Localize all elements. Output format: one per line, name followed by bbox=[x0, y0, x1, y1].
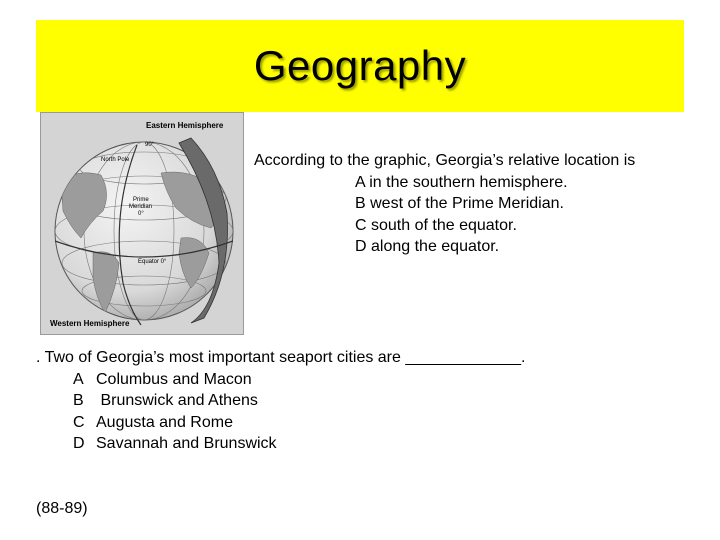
western-hemisphere-label: Western Hemisphere bbox=[50, 319, 130, 328]
option-text: Brunswick and Athens bbox=[96, 392, 258, 409]
prime-meridian-label-line1: Prime bbox=[133, 197, 149, 203]
globe-illustration bbox=[41, 113, 243, 334]
prime-meridian-label-line3: 0° bbox=[138, 211, 144, 217]
question-2-option-a bbox=[36, 369, 696, 391]
question-1-option-d: D along the equator. bbox=[355, 238, 500, 255]
slide-title: Geography bbox=[253, 42, 467, 89]
question-1-option-a: A in the southern hemisphere. bbox=[355, 173, 568, 191]
question-2 bbox=[36, 347, 696, 455]
option-text: Columbus and Macon bbox=[96, 370, 252, 388]
question-1 bbox=[254, 150, 694, 258]
eastern-hemisphere-label: Eastern Hemisphere bbox=[146, 121, 224, 130]
question-1-prompt: According to the graphic, Georgia’s relative location is bbox=[254, 152, 636, 169]
equator-label: Equator 0° bbox=[138, 259, 167, 265]
north-pole-label: North Pole bbox=[101, 157, 130, 163]
question-2-option-c bbox=[36, 412, 696, 434]
hemisphere-globe-figure bbox=[40, 112, 244, 335]
option-text: Augusta and Rome bbox=[96, 413, 233, 431]
question-2-prompt: . Two of Georgia’s most important seaport cities are _____________. bbox=[36, 349, 526, 366]
page-reference: (88-89) bbox=[36, 500, 88, 517]
question-1-option-c: C south of the equator. bbox=[355, 216, 517, 234]
option-text: Savannah and Brunswick bbox=[96, 435, 277, 452]
prime-meridian-label-line2: Meridian bbox=[129, 204, 153, 210]
deg-90-label: 90° bbox=[145, 142, 155, 148]
question-2-option-b bbox=[36, 390, 696, 412]
option-letter: C bbox=[73, 413, 85, 431]
question-1-option-b: B west of the Prime Meridian. bbox=[355, 195, 564, 212]
question-2-option-d bbox=[36, 433, 696, 455]
title-banner bbox=[36, 20, 684, 112]
option-letter: B bbox=[73, 392, 84, 409]
option-letter: D bbox=[73, 435, 85, 452]
option-letter: A bbox=[73, 370, 84, 388]
